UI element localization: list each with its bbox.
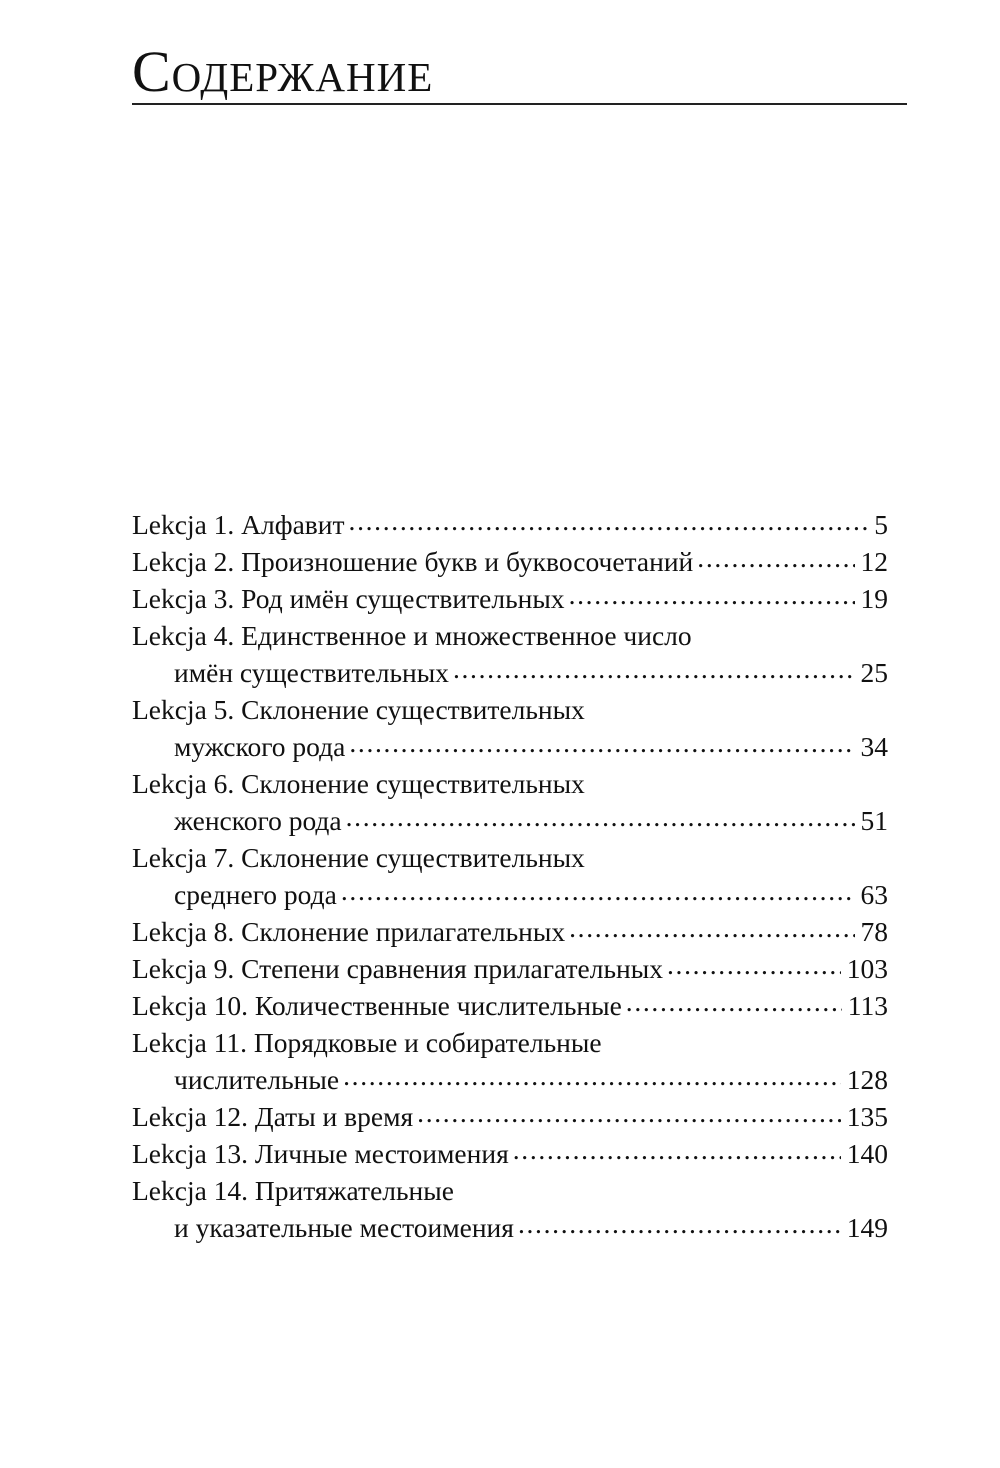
toc-entry[interactable] — [132, 1098, 888, 1135]
toc-entry-title: Lekcja 6. Склонение существительных — [132, 768, 585, 799]
toc-entry[interactable] — [132, 765, 888, 839]
dot-leader — [513, 1136, 841, 1164]
toc-page-number: 63 — [860, 879, 888, 910]
toc-entry-line — [132, 913, 888, 950]
toc-entry-continuation — [132, 1209, 888, 1246]
dot-leader — [346, 803, 855, 831]
toc-entry-title: и указательные местоимения — [174, 1212, 514, 1243]
toc-entry-title: Lekcja 11. Порядковые и собирательные — [132, 1027, 602, 1058]
toc-page-number: 5 — [874, 509, 888, 540]
toc-entry-line — [132, 1098, 888, 1135]
toc-entry-title: имён существительных — [174, 657, 449, 688]
toc-entry-line — [132, 617, 888, 654]
toc-entry-title: Lekcja 3. Род имён существительных — [132, 583, 565, 614]
toc-entry-line — [132, 765, 888, 802]
toc-entry-line — [132, 691, 888, 728]
toc-entry[interactable] — [132, 1172, 888, 1246]
toc-entry[interactable] — [132, 506, 888, 543]
toc-entry-line — [132, 987, 888, 1024]
toc-entry[interactable] — [132, 913, 888, 950]
toc-page-number: 113 — [847, 990, 888, 1021]
toc-entry-title: Lekcja 7. Склонение существительных — [132, 842, 585, 873]
toc-entry-title: женского рода — [174, 805, 342, 836]
dot-leader — [569, 914, 854, 942]
dot-leader — [626, 988, 842, 1016]
toc-entry-title: Lekcja 14. Притяжательные — [132, 1175, 454, 1206]
toc-page-number: 135 — [846, 1101, 888, 1132]
toc-entry-line — [132, 950, 888, 987]
toc-entry-line — [132, 1135, 888, 1172]
table-of-contents — [132, 506, 888, 1246]
toc-entry-title: среднего рода — [174, 879, 337, 910]
dot-leader — [453, 655, 855, 683]
toc-page-number: 149 — [846, 1212, 888, 1243]
toc-entry-continuation — [132, 876, 888, 913]
toc-entry-title: Lekcja 10. Количественные числительные — [132, 990, 622, 1021]
toc-entry[interactable] — [132, 543, 888, 580]
toc-entry-continuation — [132, 1061, 888, 1098]
toc-entry-title: Lekcja 4. Единственное и множественное число — [132, 620, 692, 651]
toc-entry-line — [132, 543, 888, 580]
dot-leader — [349, 729, 854, 757]
dot-leader — [667, 951, 841, 979]
toc-entry-line — [132, 1024, 888, 1061]
toc-page-number: 19 — [860, 583, 888, 614]
toc-entry-line — [132, 1172, 888, 1209]
toc-entry-title: Lekcja 5. Склонение существительных — [132, 694, 585, 725]
toc-page-number: 25 — [860, 657, 888, 688]
toc-entry[interactable] — [132, 839, 888, 913]
toc-entry[interactable] — [132, 1135, 888, 1172]
toc-entry-title: числительные — [174, 1064, 340, 1095]
toc-entry-continuation — [132, 802, 888, 839]
toc-entry-title: Lekcja 9. Степени сравнения прилагательных — [132, 953, 663, 984]
dot-leader — [518, 1210, 841, 1238]
dot-leader — [341, 877, 855, 905]
dot-leader — [569, 581, 855, 609]
dot-leader — [417, 1099, 841, 1127]
toc-page-number: 12 — [860, 546, 888, 577]
toc-entry[interactable] — [132, 617, 888, 691]
toc-entry-continuation — [132, 728, 888, 765]
toc-page-number: 51 — [860, 805, 888, 836]
page-title: Содержание — [132, 39, 434, 104]
dot-leader — [697, 544, 854, 572]
toc-entry-title: Lekcja 12. Даты и время — [132, 1101, 414, 1132]
toc-entry-line — [132, 839, 888, 876]
toc-entry-title: Lekcja 1. Алфавит — [132, 509, 345, 540]
toc-entry-title: мужского рода — [174, 731, 346, 762]
toc-entry[interactable] — [132, 580, 888, 617]
toc-entry-title: Lekcja 13. Личные местоимения — [132, 1138, 509, 1169]
title-rule — [132, 103, 907, 105]
toc-entry[interactable] — [132, 691, 888, 765]
toc-entry-title: Lekcja 8. Склонение прилагательных — [132, 916, 566, 947]
toc-page-number: 128 — [846, 1064, 888, 1095]
toc-entry-line — [132, 506, 888, 543]
toc-entry[interactable] — [132, 950, 888, 987]
toc-page-number: 103 — [846, 953, 888, 984]
toc-entry[interactable] — [132, 987, 888, 1024]
dot-leader — [349, 507, 869, 535]
toc-page-number: 78 — [860, 916, 888, 947]
toc-entry-title: Lekcja 2. Произношение букв и буквосочетаний — [132, 546, 694, 577]
toc-entry[interactable] — [132, 1024, 888, 1098]
dot-leader — [343, 1062, 841, 1090]
toc-page-number: 140 — [846, 1138, 888, 1169]
toc-entry-continuation — [132, 654, 888, 691]
toc-entry-line — [132, 580, 888, 617]
toc-page-number: 34 — [860, 731, 888, 762]
